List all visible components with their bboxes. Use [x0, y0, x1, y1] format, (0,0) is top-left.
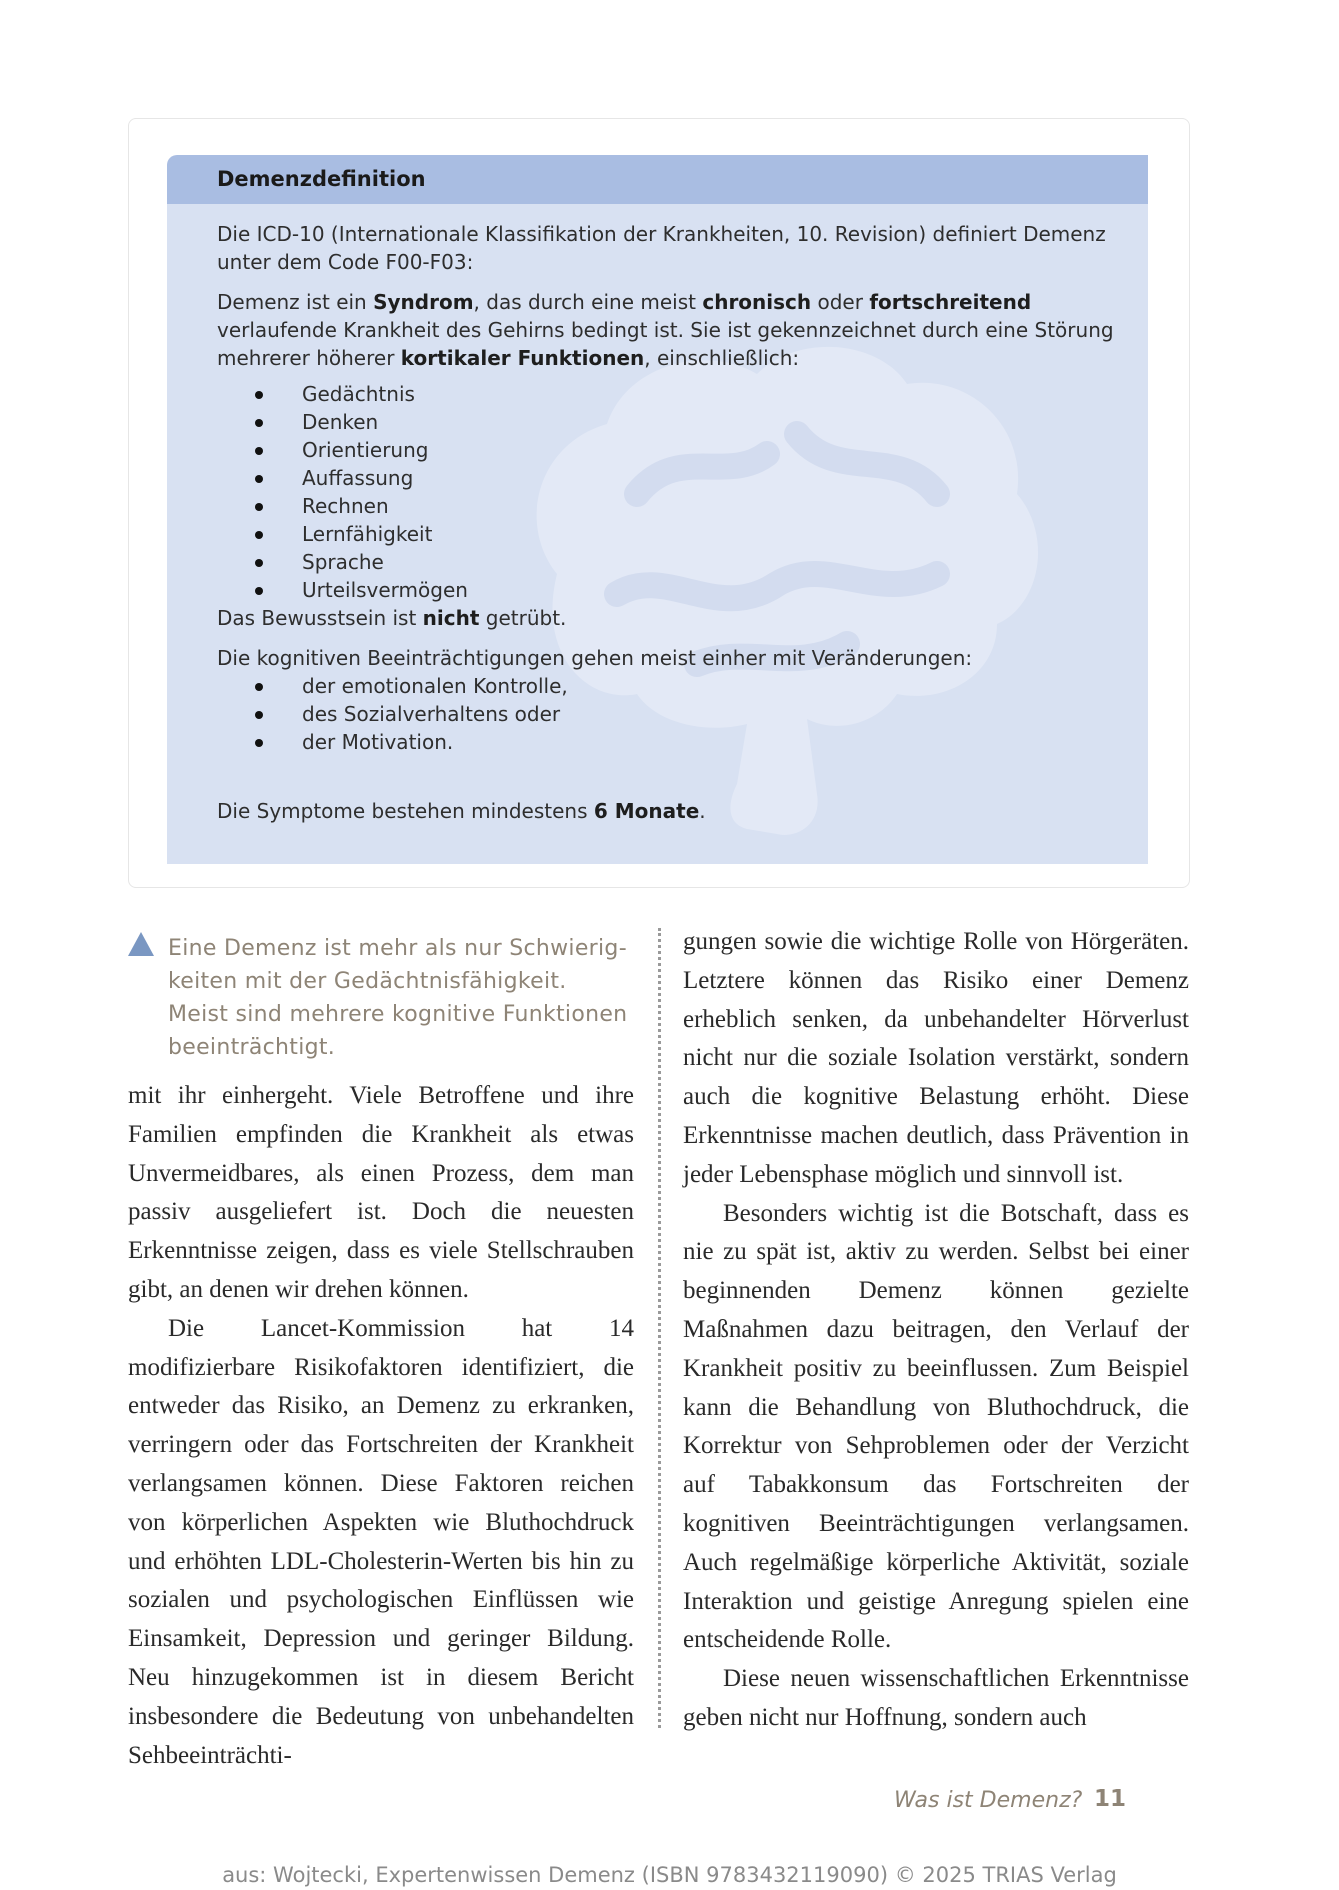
paragraph: gungen sowie die wichtige Rolle von Hörgeräten. Letztere können das Risiko einer Demenz erheblich senken, da unbehandelter Hörverlust nicht nur die soziale Isolation verstärkt, sondern auch die kognitive Belastung erhöht. Diese Erkenntnisse machen deutlich, dass Prävention in jeder Lebensphase möglich und sinnvoll ist. [683, 928, 1189, 1188]
definition-box-title: Demenzdefinition [217, 167, 426, 191]
bullet-icon [255, 447, 263, 455]
list-item-label: Rechnen [302, 494, 389, 518]
list-item-label: Denken [302, 410, 379, 434]
functions-list [217, 380, 1117, 604]
bullet-icon [255, 419, 263, 427]
bullet-icon [255, 475, 263, 483]
list-item [302, 672, 1117, 700]
list-item-label: Gedächtnis [302, 382, 415, 406]
term-chronisch: chronisch [702, 290, 812, 314]
text-segment: . [699, 799, 706, 823]
right-column [683, 923, 1189, 1738]
list-item-label: Urteilsvermögen [302, 578, 468, 602]
text-segment: oder [811, 290, 870, 314]
bullet-icon [255, 683, 263, 691]
list-item-label: Lernfähigkeit [302, 522, 433, 546]
icd-intro: Die ICD-10 (Internationale Klassifikation der Krankheiten, 10. Revision) definiert Demenz unter dem Code F00-F03: [217, 222, 1106, 274]
text-segment: verlaufende Krankheit des Gehirns bedingt ist. Sie ist gekennzeichnet durch eine Störung mehrerer höherer [217, 318, 1114, 370]
list-item [302, 548, 1117, 576]
definition-paragraph [217, 288, 1117, 372]
bullet-icon [255, 711, 263, 719]
list-item [302, 728, 1117, 756]
paragraph: Diese neuen wissenschaftlichen Erkenntnisse geben nicht nur Hoffnung, sondern auch [683, 1665, 1189, 1731]
paragraph: Besonders wichtig ist die Botschaft, dass es nie zu spät ist, aktiv zu werden. Selbst bei einer beginnenden Demenz können gezielte Maßnahmen dazu beitragen, den Verlauf der Krankheit positiv zu beeinflussen. Zum Beispiel kann die Behandlung von Bluthochdruck, die Korrektur von Sehproblemen oder der Verzicht auf Tabakkonsum das Fortschreiten der kognitiven Beeinträchtigungen verlangsamen. Auch regelmäßige körperliche Aktivität, soziale Interaktion und geistige Anregung spielen eine entscheidende Rolle. [683, 1199, 1189, 1654]
bullet-icon [255, 503, 263, 511]
list-item [302, 492, 1117, 520]
list-item [302, 700, 1117, 728]
definition-content [217, 220, 1117, 825]
side-note: Eine Demenz ist mehr als nur Schwierig-keiten mit der Gedächtnisfähigkeit. Meist sind mehrere kognitive Funktionen beeinträchtigt. [168, 936, 628, 1060]
text-segment: getrübt. [479, 606, 567, 630]
bullet-icon [255, 531, 263, 539]
list-item-label: des Sozialverhaltens oder [302, 702, 561, 726]
consciousness-line [217, 604, 1117, 632]
page-number: 11 [1094, 1786, 1127, 1812]
paragraph: mit ihr einhergeht. Viele Betroffene und ihre Familien empfinden die Krankheit als etwas Unvermeidbares, als einen Prozess, dem man passiv ausgeliefert ist. Doch die neuesten Erkenntnisse zeigen, dass es viele Stellschrauben gibt, an denen wir drehen können. [128, 1082, 634, 1303]
list-item-label: der emotionalen Kontrolle, [302, 674, 568, 698]
term-6-monate: 6 Monate [593, 799, 700, 823]
list-item-label: der Motivation. [302, 730, 454, 754]
bullet-icon [255, 739, 263, 747]
definition-box-body [167, 204, 1148, 864]
text-segment: , einschließlich: [644, 346, 800, 370]
bullet-icon [255, 391, 263, 399]
list-item [302, 464, 1117, 492]
bullet-icon [255, 559, 263, 567]
text-segment: Demenz ist ein [217, 290, 374, 314]
text-segment: , das durch eine meist [473, 290, 703, 314]
column-divider [658, 928, 661, 1728]
list-item [302, 408, 1117, 436]
paragraph: Die Lancet-Kommission hat 14 modifizierbare Risikofaktoren identifiziert, die entweder das Risiko, an Demenz zu erkranken, verringern oder das Fortschreiten der Krankheit verlangsamen können. Diese Faktoren reichen von körperlichen Aspekten wie Bluthochdruck und erhöhten LDL-Cholesterin-Werten bis hin zu sozialen und psychologischen Einflüssen wie Einsamkeit, Depression und geringer Bildung. Neu hinzugekommen ist in diesem Bericht insbesondere die Bedeutung von unbehandelten Sehbeeinträchti- [128, 1314, 634, 1769]
list-item-label: Auffassung [302, 466, 414, 490]
list-item-label: Orientierung [302, 438, 429, 462]
definition-box-header [167, 155, 1148, 204]
copyright-footer: aus: Wojtecki, Expertenwissen Demenz (ISBN 9783432119090) © 2025 TRIAS Verlag [222, 1863, 1117, 1887]
list-item-label: Sprache [302, 550, 384, 574]
triangle-marker-icon [128, 932, 154, 956]
changes-intro: Die kognitiven Beeinträchtigungen gehen meist einher mit Veränderungen: [217, 646, 973, 670]
bullet-icon [255, 587, 263, 595]
list-item [302, 436, 1117, 464]
term-fortschreitend: fortschreitend [869, 290, 1032, 314]
text-segment: Das Bewusstsein ist [217, 606, 423, 630]
list-item [302, 520, 1117, 548]
symptoms-line [217, 797, 1117, 825]
left-column [128, 1077, 634, 1775]
list-item [302, 380, 1117, 408]
changes-list [217, 672, 1117, 756]
term-syndrom: Syndrom [373, 290, 474, 314]
term-kortikale-funktionen: kortikaler Funktionen [400, 346, 645, 370]
term-nicht: nicht [422, 606, 480, 630]
text-segment: Die Symptome bestehen mindestens [217, 799, 594, 823]
running-head: Was ist Demenz? [894, 1788, 1083, 1813]
list-item [302, 576, 1117, 604]
